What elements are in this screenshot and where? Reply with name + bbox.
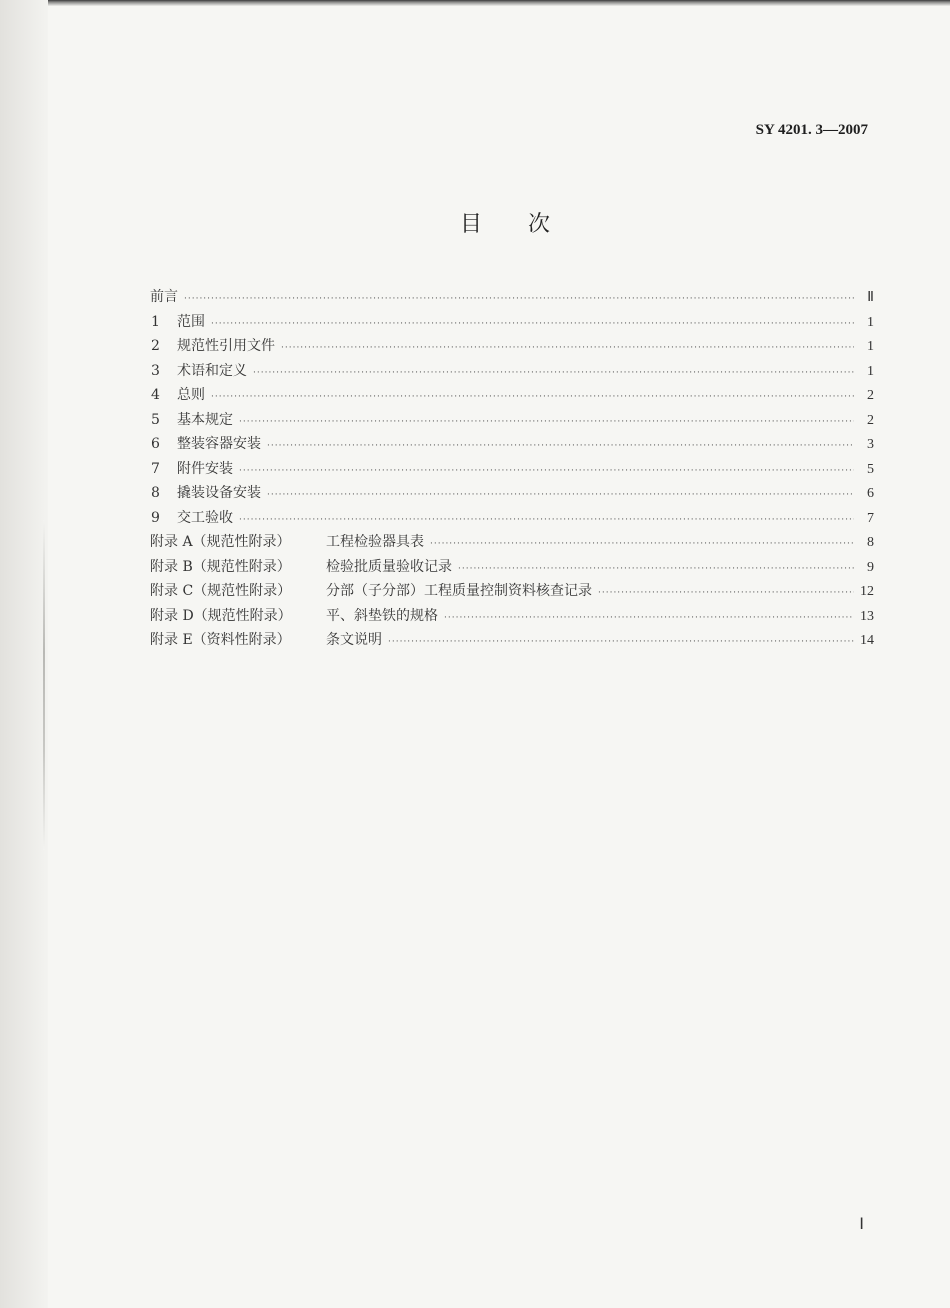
leader-dots (211, 392, 854, 402)
appendix-title: 分部（子分部）工程质量控制资料核查记录 (326, 583, 592, 599)
toc-entry-number: 6 (151, 436, 160, 452)
leader-dots (388, 637, 854, 647)
leader-dots (211, 319, 854, 329)
toc-entry-title: 前言 (150, 289, 178, 305)
appendix-title: 检验批质量验收记录 (326, 558, 452, 575)
toc-entry-number: 8 (151, 485, 160, 501)
toc-entry-title: 交工验收 (177, 509, 233, 526)
toc-entry-title: 术语和定义 (177, 362, 247, 379)
toc-entry-page: 5 (867, 461, 874, 477)
appendix-page: 14 (860, 633, 874, 648)
toc-entry-number: 5 (151, 411, 160, 428)
leader-dots (267, 441, 854, 451)
toc-entry-page: 2 (867, 388, 874, 403)
binding-mark (43, 520, 45, 850)
appendix-entry[interactable] (150, 629, 874, 654)
leader-dots (239, 515, 854, 525)
toc-entry[interactable] (150, 311, 874, 336)
toc-entry-page: 1 (867, 363, 874, 379)
appendix-entry[interactable] (150, 605, 874, 630)
appendix-entry[interactable] (150, 580, 874, 605)
toc-entry-page: 6 (867, 486, 874, 501)
appendix-label: 附录 A（规范性附录） (150, 534, 291, 550)
appendix-label: 附录 D（规范性附录） (150, 607, 292, 624)
toc-entry[interactable] (150, 409, 874, 434)
toc-entry-title: 总则 (177, 387, 205, 403)
toc-entry-title: 规范性引用文件 (177, 338, 275, 354)
toc-entry[interactable] (150, 507, 874, 532)
toc-entry-title: 基本规定 (177, 411, 233, 428)
toc-entry-title: 范围 (177, 313, 205, 330)
appendix-entry[interactable] (150, 556, 874, 581)
appendix-title: 条文说明 (326, 632, 382, 648)
toc-entry[interactable] (150, 360, 874, 385)
leader-dots (253, 368, 854, 378)
toc-entry-page: 7 (867, 510, 874, 526)
appendix-label: 附录 B（规范性附录） (150, 558, 291, 575)
toc-entry[interactable] (150, 286, 874, 311)
page-number: Ⅰ (859, 1216, 864, 1233)
leader-dots (430, 539, 854, 549)
leader-dots (239, 417, 854, 427)
appendix-page: 8 (867, 535, 874, 550)
appendix-title: 平、斜垫铁的规格 (326, 607, 438, 624)
appendix-page: 13 (860, 608, 874, 624)
scan-shadow (0, 0, 48, 1308)
leader-dots (458, 564, 854, 574)
standard-code: SY 4201. 3—2007 (755, 122, 868, 138)
table-of-contents (150, 286, 874, 654)
toc-entry[interactable] (150, 482, 874, 507)
toc-entry-page: 1 (867, 339, 874, 354)
toc-entry[interactable] (150, 384, 874, 409)
leader-dots (184, 294, 854, 304)
leader-dots (598, 588, 854, 598)
toc-entry-number: 4 (151, 387, 160, 403)
toc-entry-page: 3 (867, 437, 874, 452)
appendix-page: 9 (867, 559, 874, 575)
toc-entry-title: 整装容器安装 (177, 436, 261, 452)
toc-entry[interactable] (150, 335, 874, 360)
leader-dots (239, 466, 854, 476)
toc-entry-page: 2 (867, 412, 874, 428)
appendix-page: 12 (860, 584, 874, 599)
scan-edge (0, 0, 950, 6)
leader-dots (281, 343, 854, 353)
toc-entry[interactable] (150, 433, 874, 458)
toc-entry-number: 1 (151, 313, 160, 330)
toc-entry-page: 1 (867, 314, 874, 330)
toc-entry-number: 9 (151, 509, 160, 526)
toc-entry-number: 7 (151, 460, 160, 477)
leader-dots (267, 490, 854, 500)
toc-entry-page: Ⅱ (867, 290, 874, 305)
appendix-entry[interactable] (150, 531, 874, 556)
appendix-label: 附录 C（规范性附录） (150, 583, 292, 599)
toc-entry-number: 2 (151, 338, 160, 354)
toc-entry[interactable] (150, 458, 874, 483)
toc-entry-title: 附件安装 (177, 460, 233, 477)
toc-entry-title: 撬装设备安装 (177, 485, 261, 501)
appendix-title: 工程检验器具表 (326, 534, 424, 550)
appendix-label: 附录 E（资料性附录） (150, 632, 291, 648)
leader-dots (444, 613, 854, 623)
toc-title: 目次 (460, 212, 597, 237)
toc-entry-number: 3 (151, 362, 160, 379)
